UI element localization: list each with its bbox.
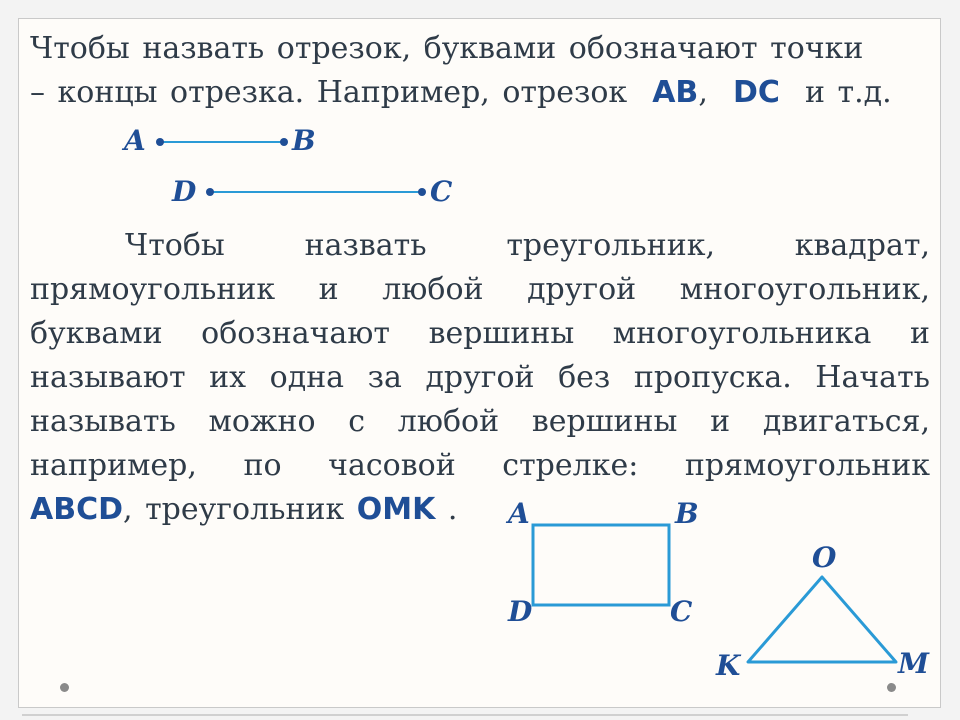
- rectangle-abcd: [533, 525, 669, 605]
- polygon-line-2: прямоугольник и любой другой многоугольник,: [30, 272, 930, 307]
- segment-ab-start-point: [156, 138, 164, 146]
- rectangle-vertex-c: C: [670, 595, 693, 628]
- segment-dc-end-point: [418, 188, 426, 196]
- triangle-vertex-m: M: [898, 647, 929, 680]
- segment-dc-start-point: [206, 188, 214, 196]
- segment-ab-label-a: A: [124, 124, 146, 157]
- rectangle-vertex-d: D: [508, 595, 533, 628]
- polygon-line-4: называют их одна за другой без пропуска. Начать: [30, 360, 930, 395]
- polygon-line-1: Чтобы назвать треугольник, квадрат,: [125, 228, 930, 263]
- segment-dc-label-c: C: [430, 175, 453, 208]
- intro-line-2-text: – концы отрезка. Например, отрезок: [30, 75, 628, 110]
- corner-dot-left: [60, 683, 69, 692]
- rectangle-vertex-a: A: [508, 497, 530, 530]
- triangle-vertex-o: O: [812, 541, 837, 574]
- bottom-divider: [22, 714, 908, 716]
- corner-dot-right: [887, 683, 896, 692]
- segment-dc-name: DC: [732, 75, 780, 110]
- segment-dc-label-d: D: [172, 175, 197, 208]
- polygon-line-6: например, по часовой стрелке: прямоугольник: [30, 448, 930, 483]
- comma: ,: [698, 75, 708, 110]
- rectangle-vertex-b: B: [675, 497, 699, 530]
- triangle-omk: [748, 577, 896, 662]
- intro-line-1: Чтобы назвать отрезок, буквами обозначают точки: [30, 31, 864, 66]
- segment-ab-label-b: B: [292, 124, 316, 157]
- triangle-name: OMK: [356, 492, 436, 527]
- polygon-line-5: называть можно с любой вершины и двигаться,: [30, 404, 930, 439]
- segment-ab-end-point: [280, 138, 288, 146]
- polygon-line-3: буквами обозначают вершины многоугольника и: [30, 316, 930, 351]
- intro-line-2-end: и т.д.: [804, 75, 892, 110]
- rectangle-name: ABCD: [30, 492, 124, 527]
- period: .: [447, 492, 458, 527]
- segment-ab-name: АВ: [652, 75, 699, 110]
- triangle-vertex-k: K: [716, 649, 741, 682]
- polygon-line-7-middle: , треугольник: [123, 492, 345, 527]
